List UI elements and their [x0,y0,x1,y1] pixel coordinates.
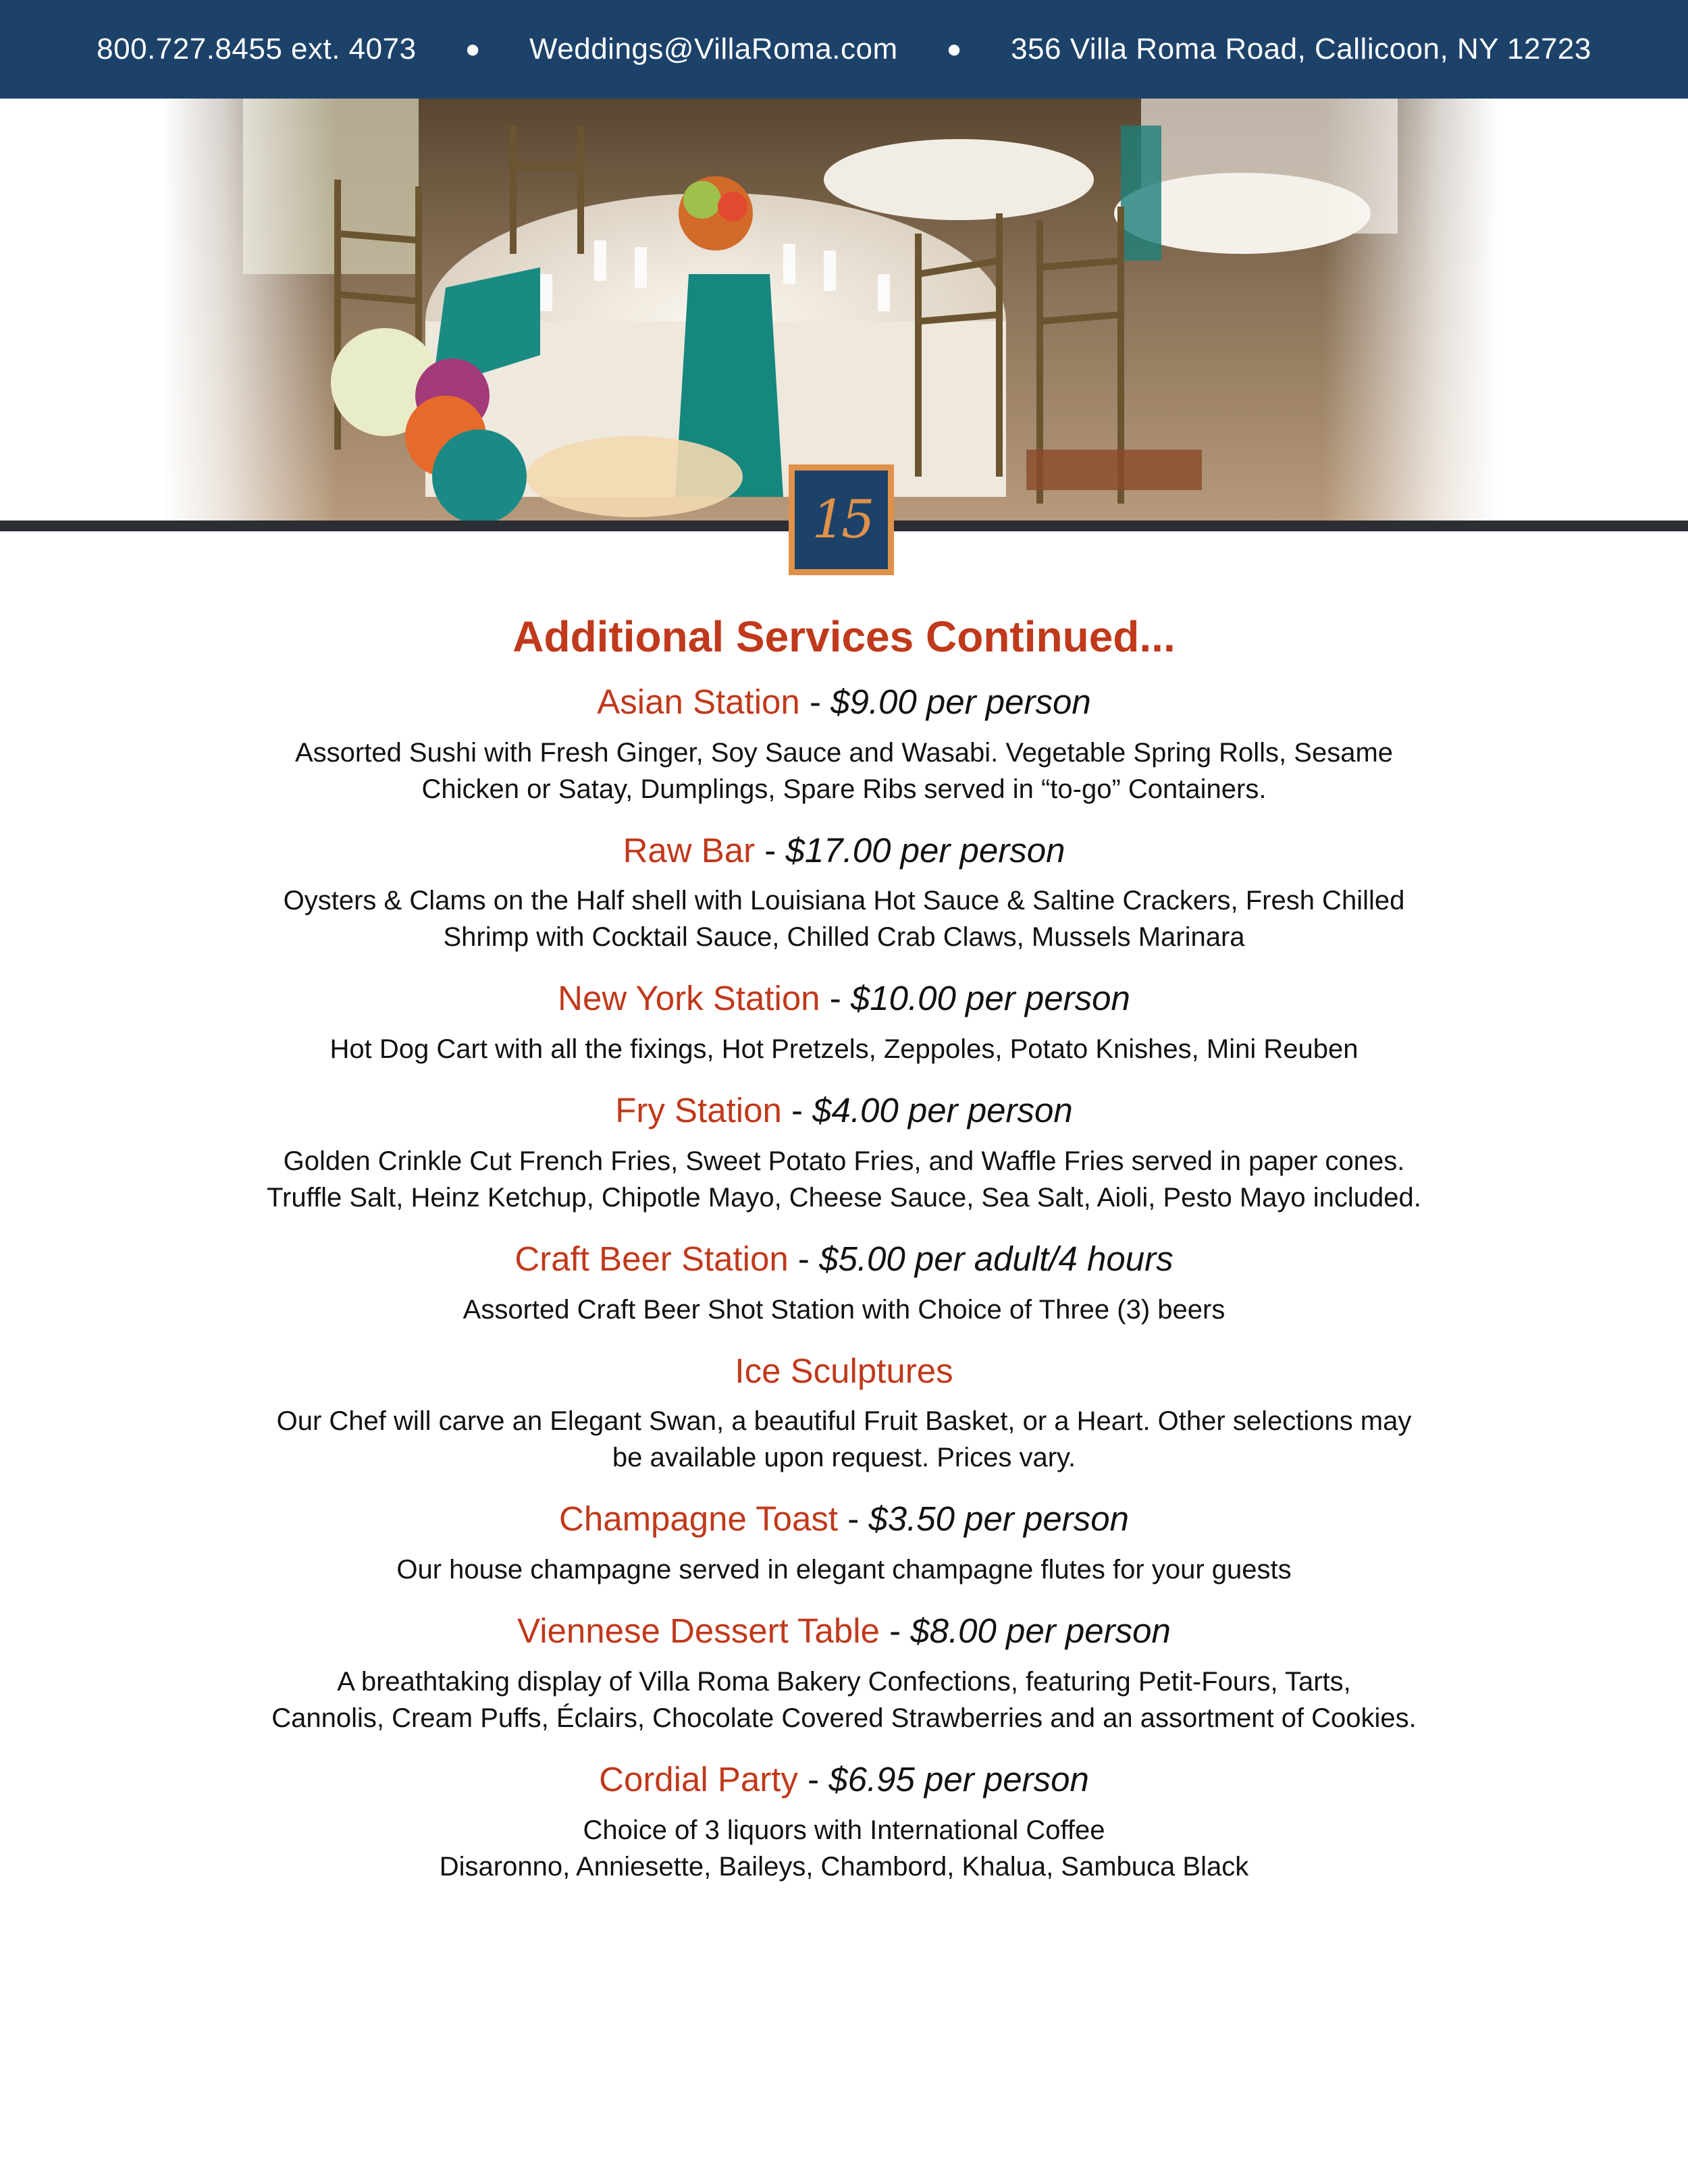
separator-dot: ● [465,34,481,63]
service-price: $4.00 per person [812,1091,1073,1130]
service-price: $10.00 per person [850,979,1130,1018]
service-fry-station: Fry Station - $4.00 per person Golden Crinkle Cut French Fries, Sweet Potato Fries, and Waffle Fries served in paper cones. Truffle Salt, Heinz Ketchup, Chipotle Mayo, Cheese Sauce, Sea Salt, Aioli, Pesto Mayo included. [169,1089,1519,1216]
service-viennese-dessert-table: Viennese Dessert Table - $8.00 per person A breathtaking display of Villa Roma Bakery Confections, featuring Petit-Fours, Tarts, Cannolis, Cream Puffs, Éclairs, Chocolate Covered Strawberries and an assortment of Cookies. [169,1609,1519,1736]
phone-number[interactable]: 800.727.8455 ext. 4073 [97,32,417,65]
page-number: 15 [795,471,888,569]
service-name: Fry Station [615,1091,782,1130]
service-description: Choice of 3 liquors with International Coffee Disaronno, Anniesette, Baileys, Chambord, Khalua, Sambuca Black [439,1815,1249,1882]
service-price: $17.00 per person [785,830,1065,870]
service-description: Our house champagne served in elegant champagne flutes for your guests [396,1555,1292,1585]
service-price: $5.00 per adult/4 hours [819,1239,1173,1278]
service-champagne-toast: Champagne Toast - $3.50 per person Our house champagne served in elegant champagne flutes for your guests [169,1497,1519,1588]
service-ice-sculptures [169,1350,1519,1476]
banquet-photo [162,99,1499,521]
service-description: A breathtaking display of Villa Roma Bakery Confections, featuring Petit-Fours, Tarts, Cannolis, Cream Puffs, Éclairs, Chocolate Covered Strawberries and an assortment of Cookies. [271,1666,1417,1733]
service-name: Viennese Dessert Table [517,1612,880,1651]
service-new-york-station: New York Station - $10.00 per person Hot Dog Cart with all the fixings, Hot Pretzels, Zeppoles, Potato Knishes, Mini Reuben [169,977,1519,1067]
service-craft-beer-station: Craft Beer Station - $5.00 per adult/4 hours Assorted Craft Beer Shot Station with Choice of Three (3) beers [169,1237,1519,1328]
service-price: $9.00 per person [830,682,1091,721]
email-link[interactable]: Weddings@VillaRoma.com [529,32,898,65]
service-description: Assorted Craft Beer Shot Station with Choice of Three (3) beers [463,1294,1225,1325]
service-description: Oysters & Clams on the Half shell with Louisiana Hot Sauce & Saltine Crackers, Fresh Chilled Shrimp with Cocktail Sauce, Chilled Crab Claws, Mussels Marinara [283,886,1405,953]
contact-bar [0,0,1688,99]
services-content [169,611,1519,1907]
service-description: Our Chef will carve an Elegant Swan, a beautiful Fruit Basket, or a Heart. Other selections may be available upon request. Prices vary. [276,1406,1412,1473]
service-name: New York Station [558,979,820,1018]
service-name: Craft Beer Station [515,1239,789,1278]
service-description: Hot Dog Cart with all the fixings, Hot Pretzels, Zeppoles, Potato Knishes, Mini Reuben [329,1034,1359,1065]
service-name: Champagne Toast [559,1499,839,1539]
service-name: Raw Bar [623,830,756,870]
service-price: $3.50 per person [868,1499,1129,1539]
service-raw-bar: Raw Bar - $17.00 per person Oysters & Clams on the Half shell with Louisiana Hot Sauce & Saltine Crackers, Fresh Chilled Shrimp with Cocktail Sauce, Chilled Crab Claws, Mussels Marinara [169,829,1519,956]
service-asian-station: Asian Station - $9.00 per person Assorted Sushi with Fresh Ginger, Soy Sauce and Wasabi. Vegetable Spring Rolls, Sesame Chicken or Satay, Dumplings, Spare Ribs served in “to-go” Containers. [169,681,1519,807]
service-description: Golden Crinkle Cut French Fries, Sweet Potato Fries, and Waffle Fries served in paper cones. Truffle Salt, Heinz Ketchup, Chipotle Mayo, Cheese Sauce, Sea Salt, Aioli, Pesto Mayo included. [267,1146,1421,1213]
service-description: Assorted Sushi with Fresh Ginger, Soy Sauce and Wasabi. Vegetable Spring Rolls, Sesame Chicken or Satay, Dumplings, Spare Ribs served in “to-go” Containers. [294,737,1394,804]
service-name: Cordial Party [599,1759,798,1799]
service-price: $8.00 per person [910,1612,1171,1651]
service-name: Asian Station [597,682,800,721]
service-price: $6.95 per person [828,1759,1089,1799]
service-cordial-party: Cordial Party - $6.95 per person Choice of 3 liquors with International Coffee Disaronno, Anniesette, Baileys, Chambord, Khalua, Sambuca Black [169,1758,1519,1885]
page-title: Additional Services Continued... [512,612,1176,661]
address: 356 Villa Roma Road, Callicoon, NY 12723 [1011,32,1591,65]
page-number-badge [789,464,894,575]
separator-dot: ● [946,34,963,63]
service-name: Ice Sculptures [735,1351,953,1390]
